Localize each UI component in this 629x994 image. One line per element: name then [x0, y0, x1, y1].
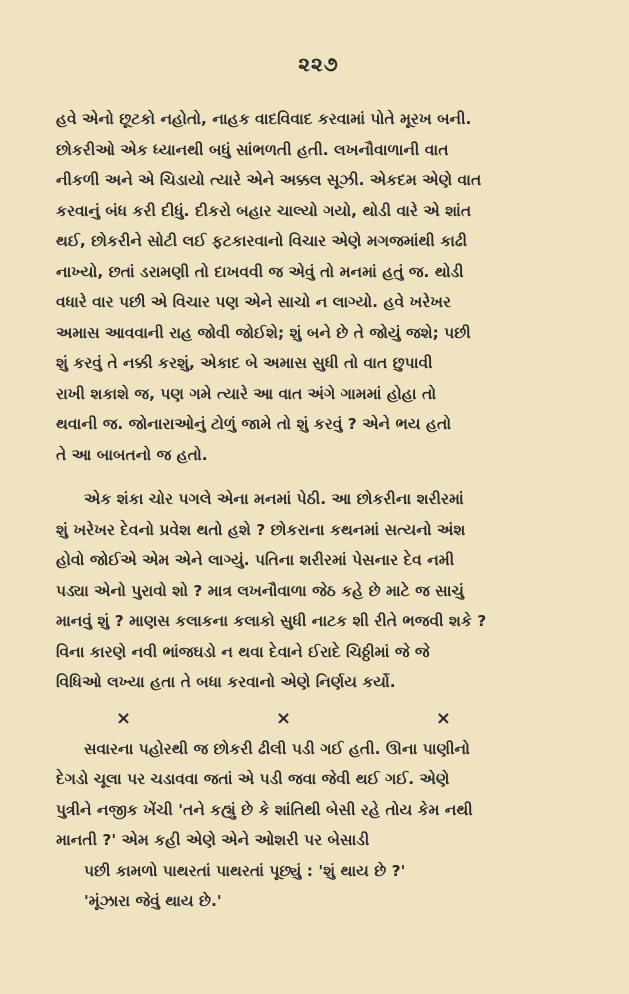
page-number: ૨૨૭ — [298, 52, 339, 76]
text-line: સવારના પહોરથી જ છોકરી ઢીલી પડી ગઈ હતી. ઊના પાણીનો — [84, 739, 470, 758]
paragraph-gap — [56, 470, 581, 484]
text-line: હવે એનો છૂટકો નહોતો, નાહક વાદવિવાદ કરવામાં પોતે મૂરખ બની. — [56, 110, 472, 128]
text-line: અમાસ આવવાની રાહ જોવી જોઈશે; શું બને છે તે જોયું જશે; પછી — [56, 323, 471, 342]
paragraph-2 — [56, 484, 581, 698]
text-line: પુત્રીને નજીક ખેંચી 'તને કહ્યું છે કે શાંતિથી બેસી રહે તોય કેમ નથી — [56, 800, 473, 819]
text-line: થવાની જ. જોનારાઓનું ટોળું જામે તો શું કરવું ? એને ભય હતો — [56, 415, 452, 433]
text-line: નીકળી અને એ ચિડાયો ત્યારે એને અક્કલ સૂઝી. એકદમ એણે વાત — [56, 171, 482, 189]
text-line: વિના કારણે નવી ભાંજઘડો ન થવા દેવાને ઈરાદે ચિઠ્ઠીમાં જે જે — [56, 642, 430, 661]
paragraph-4 — [56, 856, 581, 917]
text-line: દેગડો ચૂલા પર ચડાવવા જતાં એ પડી જવા જેવી થઈ ગઈ. એણે — [56, 770, 450, 788]
separator-mark: × — [116, 707, 132, 729]
text-line: પડ્યા એનો પુરાવો શો ? માત્ર લખનૌવાળા જેઠ કહે છે માટે જ સાચું — [56, 581, 464, 600]
text-line: શું ખરેખર દેવનો પ્રવેશ થતો હશે ? છોકરાના કથનમાં સત્યનો અંશ — [56, 520, 466, 539]
text-line: વધારે વાર પછી એ વિચાર પણ એને સાચો ન લાગ્યો. હવે ખરેખર — [56, 293, 452, 311]
text-line: છોકરીઓ એક ધ્યાનથી બધું સાંભળતી હતી. લખનૌવાળાની વાત — [56, 140, 449, 159]
paragraph-3 — [56, 734, 581, 856]
text-line: કરવાનું બંધ કરી દીધું. દીકરો બહાર ચાલ્યો ગયો, થોડી વારે એ શાંત — [56, 201, 472, 220]
text-line: થઈ, છોકરીને સોટી લઈ ફટકારવાનો વિચાર એણે મગજમાંથી કાઢી — [56, 232, 468, 250]
text-line: હોવો જોઈએ એમ એને લાગ્યું. પતિના શરીરમાં પેસનાર દેવ નમી — [56, 551, 455, 569]
separator-mark: × — [275, 707, 292, 729]
text-line: રાખી શકાશે જ, પણ ગમે ત્યારે આ વાત અંગે ગામમાં હોહા તો — [56, 384, 437, 403]
text-line: વિધિઓ લખ્યા હતા તે બધા કરવાનો એણે નિર્ણય કર્યો. — [56, 673, 396, 691]
text-line: એક શંકા ચોર પગલે એના મનમાં પેઠી. આ છોકરીના શરીરમાં — [84, 490, 464, 508]
text-line: શું કરવું તે નક્કી કરશું, એકાદ બે અમાસ સુધી તો વાત છુપાવી — [56, 354, 433, 372]
text-line: પછી કામળો પાથરતાં પાથરતાં પૂછ્યું : 'શું થાય છે ?' — [84, 861, 406, 880]
text-line: તે આ બાબતનો જ હતો. — [56, 445, 208, 464]
text-line: 'મૂંઝારા જેવું થાય છે.' — [84, 892, 222, 910]
separator-mark: × — [435, 707, 451, 729]
text-line: માનવું શું ? માણસ કલાકના કલાકો સુધી નાટક શી રીતે ભજવી શકે ? — [56, 612, 487, 630]
text-line: નાખ્યો, છતાં ડરામણી તો દાખવવી જ એવું તો મનમાં હતું જ. થોડી — [56, 262, 464, 281]
paragraph-1 — [56, 104, 581, 470]
text-line: માનતી ?' એમ કહી એણે એને ઓશરી પર બેસાડી — [56, 831, 370, 849]
section-separator — [56, 704, 581, 734]
